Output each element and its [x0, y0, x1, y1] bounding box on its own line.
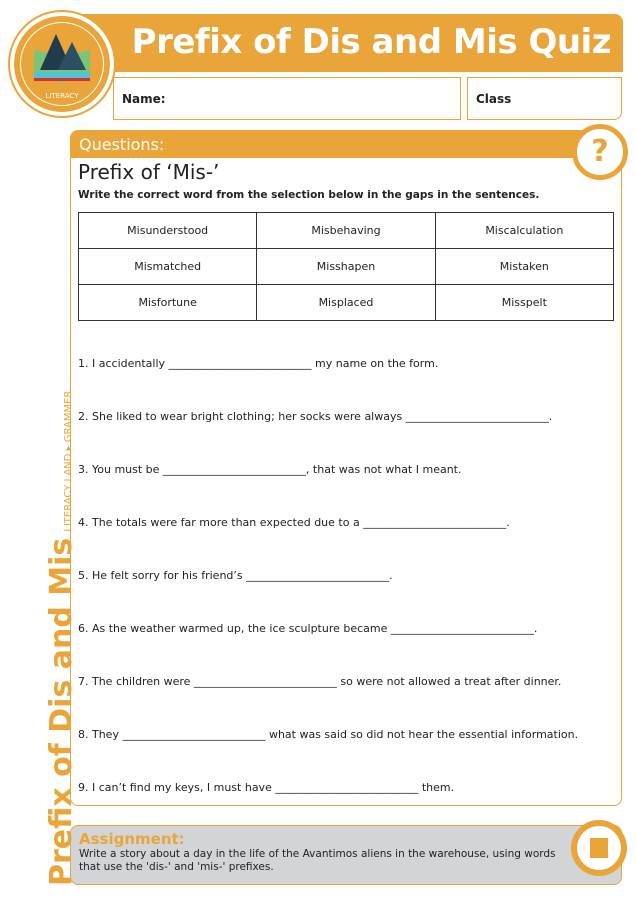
sentence[interactable]: 2. She liked to wear bright clothing; her socks were always __________________________.: [78, 410, 553, 423]
sentence[interactable]: 3. You must be __________________________, that was not what I meant.: [78, 463, 462, 476]
sentence[interactable]: 8. They __________________________ what was said so did not hear the essential information.: [78, 728, 579, 741]
sentence[interactable]: 1. I accidentally __________________________ my name on the form.: [78, 357, 439, 370]
section-subtitle: Prefix of ‘Mis-’: [78, 160, 220, 184]
name-field[interactable]: Name:: [113, 77, 461, 120]
word: Misbehaving: [257, 213, 435, 249]
breadcrumb: LITERACY LAND ▸ GRAMMER: [63, 390, 74, 532]
word: Misunderstood: [79, 213, 257, 249]
word: Mismatched: [79, 249, 257, 285]
writing-icon: [571, 820, 627, 876]
literacy-logo: LITERACY: [10, 12, 114, 116]
word: Miscalculation: [435, 213, 613, 249]
word: Misplaced: [257, 285, 435, 321]
sentence[interactable]: 7. The children were __________________________ so were not allowed a treat after dinner.: [78, 675, 562, 688]
sentence[interactable]: 6. As the weather warmed up, the ice sculpture became __________________________.: [78, 622, 538, 635]
instruction: Write the correct word from the selection below in the gaps in the sentences.: [78, 189, 540, 201]
question-mark-icon: ?: [572, 124, 628, 180]
assignment-header: Assignment:: [79, 830, 185, 848]
word: Mistaken: [435, 249, 613, 285]
page-title: Prefix of Dis and Mis Quiz: [131, 22, 611, 62]
word-bank: [78, 212, 614, 321]
mountain-book-icon: [14, 20, 110, 90]
sentence[interactable]: 9. I can’t find my keys, I must have __________________________ them.: [78, 781, 455, 794]
header-bar: [62, 14, 623, 72]
questions-header: Questions:: [71, 131, 621, 158]
side-title: Prefix of Dis and MisLITERACY LAND ▸ GRAMMER: [44, 390, 79, 886]
word: Misshapen: [257, 249, 435, 285]
word: Misspelt: [435, 285, 613, 321]
assignment-text: Write a story about a day in the life of the Avantimos aliens in the warehouse, using words that use the 'dis-' and 'mis-' prefixes.: [79, 848, 556, 873]
class-field[interactable]: Class: [467, 77, 622, 120]
assignment-panel: [70, 825, 622, 885]
sentence[interactable]: 4. The totals were far more than expected due to a __________________________.: [78, 516, 510, 529]
sentence[interactable]: 5. He felt sorry for his friend’s __________________________.: [78, 569, 393, 582]
word: Misfortune: [79, 285, 257, 321]
